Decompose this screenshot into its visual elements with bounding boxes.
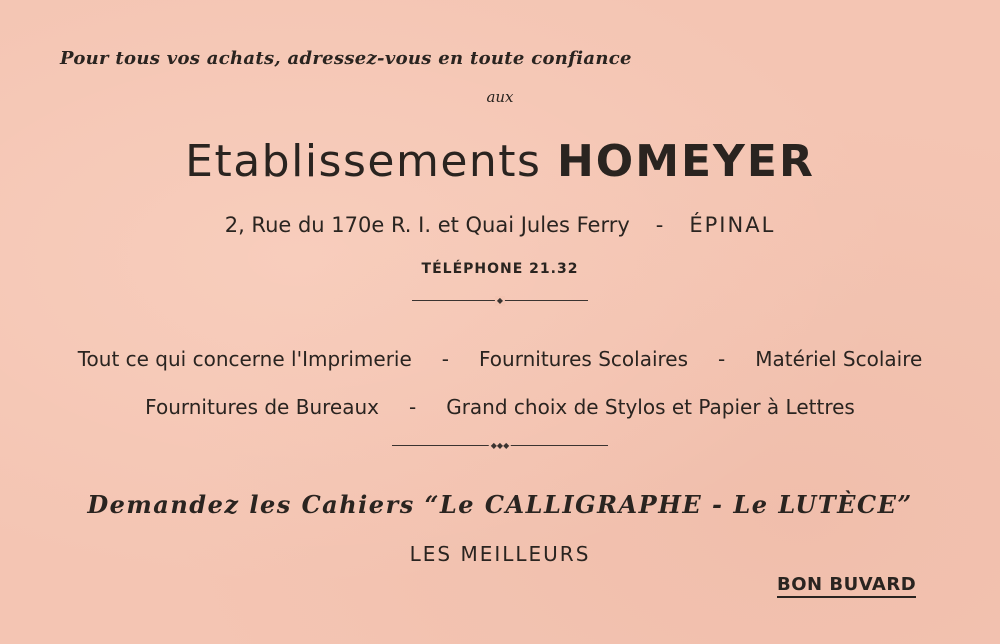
company-surname: HOMEYER: [556, 136, 815, 187]
ornamental-rule-top: [412, 296, 588, 306]
ornament-icon: ◆◆◆: [490, 441, 510, 450]
service-separator: -: [718, 347, 726, 371]
service-separator: -: [408, 395, 417, 419]
company-prefix: Etablissements: [185, 136, 542, 187]
address-line: [0, 213, 1000, 237]
service-item: Matériel Scolaire: [755, 347, 923, 371]
cahiers-slogan: Demandez les Cahiers “Le CALLIGRAPHE - Le LUTÈCE”: [87, 490, 913, 519]
address-separator: -: [655, 213, 664, 237]
service-item: Grand choix de Stylos et Papier à Lettres: [446, 395, 855, 419]
services-line-1: [0, 347, 1000, 371]
best-tagline: LES MEILLEURS: [409, 542, 591, 566]
company-name: [0, 136, 1000, 187]
service-item: Fournitures de Bureaux: [145, 395, 379, 419]
address-street: 2, Rue du 170e R. I. et Quai Jules Ferry: [224, 213, 630, 237]
ornament-icon: ◆: [496, 296, 504, 305]
service-item: Tout ce qui concerne l'Imprimerie: [77, 347, 412, 371]
services-line-2: [0, 395, 1000, 419]
ornamental-rule-bottom: [392, 441, 608, 451]
address-city: ÉPINAL: [689, 213, 776, 237]
service-separator: -: [441, 347, 450, 371]
phone-number: TÉLÉPHONE 21.32: [421, 261, 579, 277]
bon-buvard-label: BON BUVARD: [777, 574, 916, 598]
service-item: Fournitures Scolaires: [479, 347, 689, 371]
aux-text: aux: [486, 88, 514, 106]
intro-text: Pour tous vos achats, adressez-vous en toute confiance: [60, 48, 632, 69]
